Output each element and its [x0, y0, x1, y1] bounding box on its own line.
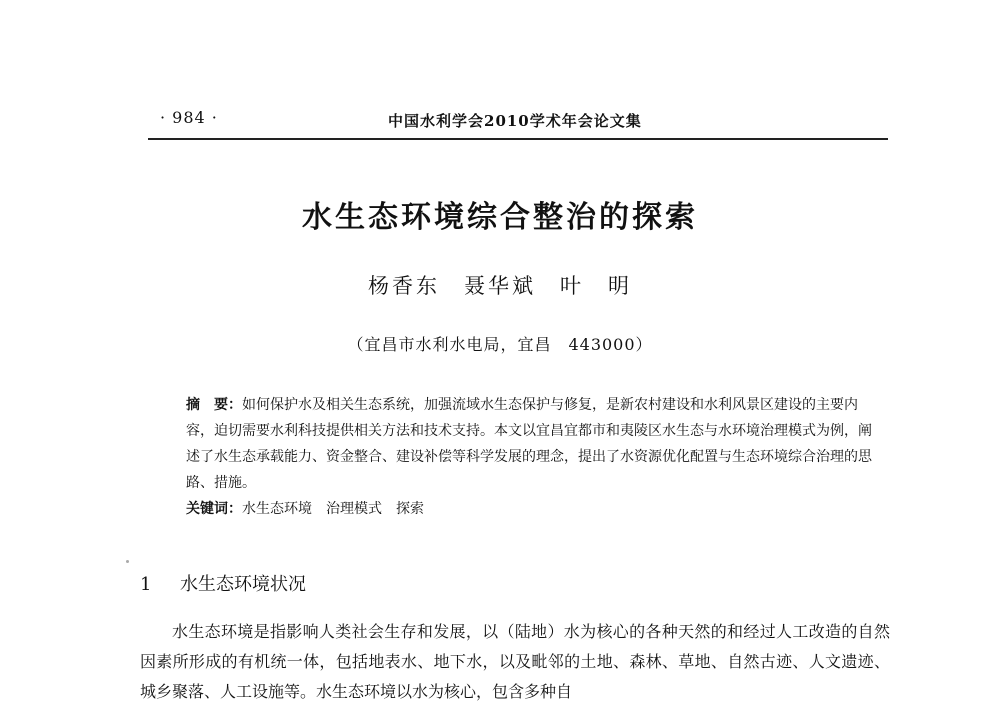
page-number: · 984 ·: [160, 108, 218, 127]
running-title: 中国水利学会2010学术年会论文集: [388, 112, 642, 130]
keywords-label: 关键词：: [186, 501, 242, 517]
keywords-line: [186, 496, 876, 522]
section-title: 水生态环境状况: [180, 574, 306, 595]
section-heading: [140, 570, 306, 596]
affiliation: （宜昌市水利水电局，宜昌 443000）: [347, 335, 653, 354]
author-list: 杨香东 聂华斌 叶 明: [368, 274, 632, 298]
scan-speck: [126, 560, 129, 563]
abstract-block: [186, 392, 876, 522]
header-rule: [148, 138, 888, 140]
running-header: [148, 104, 888, 132]
paper-title: 水生态环境综合整治的探索: [302, 200, 698, 235]
abstract-label: 摘 要：: [186, 397, 242, 413]
body-paragraph: 水生态环境是指影响人类社会生存和发展，以（陆地）水为核心的各种天然的和经过人工改造的自然因素所形成的有机统一体，包括地表水、地下水，以及毗邻的土地、森林、草地、自然古迹、人文遗迹、城乡聚落、人工设施等。水生态环境以水为核心，包含多种自: [140, 622, 890, 701]
section-number: 1: [140, 574, 152, 595]
body-text: [140, 617, 890, 707]
keywords-text: 水生态环境 治理模式 探索: [242, 501, 424, 517]
abstract-text: 如何保护水及相关生态系统，加强流域水生态保护与修复，是新农村建设和水利风景区建设的主要内容，迫切需要水利科技提供相关方法和技术支持。本文以宜昌宜都市和夷陵区水生态与水环境治理模式为例，阐述了水生态承载能力、资金整合、建设补偿等科学发展的理念，提出了水资源优化配置与生态环境综合治理的思路、措施。: [186, 397, 872, 491]
abstract-paragraph: [186, 392, 876, 496]
